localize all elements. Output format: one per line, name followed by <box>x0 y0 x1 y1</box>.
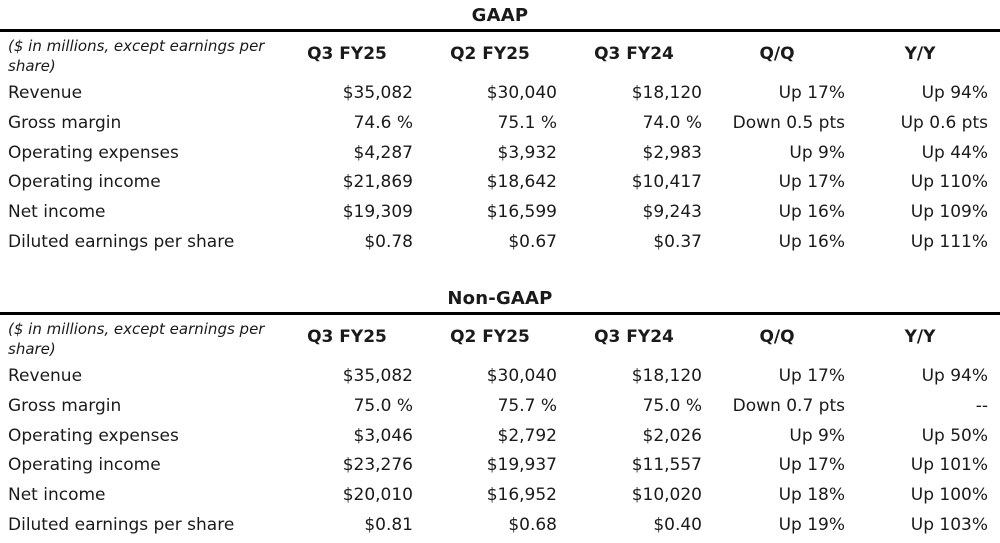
table-cell: $2,792 <box>497 425 557 446</box>
table-row <box>0 167 1000 197</box>
table-cell: Up 109% <box>910 202 988 223</box>
row-label: Gross margin <box>8 112 122 133</box>
table-row <box>0 197 1000 227</box>
table-row <box>0 138 1000 168</box>
table-cell: $2,026 <box>642 425 702 446</box>
table-cell: Up 101% <box>910 455 988 476</box>
table-cell: -- <box>975 395 988 416</box>
table-cell: Up 94% <box>921 83 988 103</box>
table-row <box>0 450 1000 480</box>
table-cell: $35,082 <box>342 366 413 386</box>
table-cell: 75.7 % <box>497 395 557 416</box>
nongaap-units-note: ($ in millions, except earnings per share) <box>8 320 265 358</box>
table-cell: $0.81 <box>364 515 413 535</box>
gaap-header-q3fy24: Q3 FY24 <box>594 44 674 64</box>
table-cell: 74.6 % <box>353 112 413 133</box>
table-cell: Up 17% <box>778 83 845 103</box>
table-cell: Up 19% <box>778 515 845 535</box>
table-cell: $4,287 <box>353 142 413 163</box>
table-cell: Up 18% <box>778 485 845 506</box>
table-cell: $0.68 <box>508 515 557 535</box>
table-cell: Up 111% <box>910 232 988 252</box>
gaap-header-qq: Q/Q <box>759 44 795 64</box>
table-cell: $16,952 <box>486 485 557 506</box>
table-cell: Up 9% <box>789 425 845 446</box>
table-cell: Up 9% <box>789 142 845 163</box>
table-cell: Up 110% <box>910 172 988 193</box>
table-cell: Up 100% <box>910 485 988 506</box>
table-cell: $35,082 <box>342 83 413 103</box>
table-cell: $0.37 <box>653 232 702 252</box>
nongaap-header-qq: Q/Q <box>759 327 795 347</box>
table-cell: $18,642 <box>486 172 557 193</box>
row-label: Operating income <box>8 172 161 193</box>
nongaap-title: Non-GAAP <box>447 288 553 309</box>
row-label: Revenue <box>8 366 83 386</box>
table-cell: Up 17% <box>778 172 845 193</box>
row-label: Gross margin <box>8 395 122 416</box>
table-cell: $30,040 <box>486 83 557 103</box>
table-cell: $0.67 <box>508 232 557 252</box>
table-cell: $30,040 <box>486 366 557 386</box>
table-cell: $19,309 <box>342 202 413 223</box>
table-cell: Up 17% <box>778 455 845 476</box>
table-cell: $2,983 <box>642 142 702 163</box>
table-cell: Down 0.5 pts <box>732 112 845 133</box>
row-label: Operating expenses <box>8 142 179 163</box>
table-cell: $9,243 <box>642 202 702 223</box>
gaap-title-rule <box>0 29 1000 32</box>
table-cell: $23,276 <box>342 455 413 476</box>
table-cell: Up 50% <box>921 425 988 446</box>
row-label: Diluted earnings per share <box>8 515 235 535</box>
row-label: Diluted earnings per share <box>8 232 235 252</box>
table-cell: Up 17% <box>778 366 845 386</box>
table-row <box>0 391 1000 421</box>
table-cell: 75.0 % <box>642 395 702 416</box>
table-cell: Up 94% <box>921 366 988 386</box>
row-label: Net income <box>8 202 106 223</box>
nongaap-header-q3fy25: Q3 FY25 <box>307 327 387 347</box>
gaap-header-yy: Y/Y <box>904 44 936 64</box>
row-label: Net income <box>8 485 106 506</box>
gaap-header-q3fy25: Q3 FY25 <box>307 44 387 64</box>
table-cell: $18,120 <box>631 83 702 103</box>
table-cell: $19,937 <box>486 455 557 476</box>
table-cell: $16,599 <box>486 202 557 223</box>
gaap-title: GAAP <box>471 5 529 26</box>
table-cell: Up 16% <box>778 232 845 252</box>
nongaap-header-q3fy24: Q3 FY24 <box>594 327 674 347</box>
table-row <box>0 227 1000 257</box>
table-row <box>0 421 1000 451</box>
table-row <box>0 510 1000 540</box>
table-cell: Down 0.7 pts <box>732 395 845 416</box>
table-row <box>0 480 1000 510</box>
table-cell: $0.78 <box>364 232 413 252</box>
row-label: Operating income <box>8 455 161 476</box>
table-cell: $11,557 <box>631 455 702 476</box>
table-cell: $3,932 <box>497 142 557 163</box>
table-row <box>0 78 1000 108</box>
table-cell: Up 0.6 pts <box>900 112 988 133</box>
table-cell: Up 103% <box>910 515 988 535</box>
table-row <box>0 361 1000 391</box>
gaap-header-q2fy25: Q2 FY25 <box>450 44 530 64</box>
table-cell: Up 16% <box>778 202 845 223</box>
gaap-units-note: ($ in millions, except earnings per share) <box>8 37 265 75</box>
table-cell: 75.0 % <box>353 395 413 416</box>
row-label: Operating expenses <box>8 425 179 446</box>
table-cell: 74.0 % <box>642 112 702 133</box>
table-cell: 75.1 % <box>497 112 557 133</box>
table-row <box>0 108 1000 138</box>
table-cell: $0.40 <box>653 515 702 535</box>
nongaap-header-yy: Y/Y <box>904 327 936 347</box>
table-cell: $3,046 <box>353 425 413 446</box>
table-cell: $10,417 <box>631 172 702 193</box>
table-cell: $21,869 <box>342 172 413 193</box>
table-cell: $10,020 <box>631 485 702 506</box>
row-label: Revenue <box>8 83 83 103</box>
nongaap-title-rule <box>0 312 1000 315</box>
table-cell: $18,120 <box>631 366 702 386</box>
nongaap-header-q2fy25: Q2 FY25 <box>450 327 530 347</box>
table-cell: Up 44% <box>921 142 988 163</box>
table-cell: $20,010 <box>342 485 413 506</box>
